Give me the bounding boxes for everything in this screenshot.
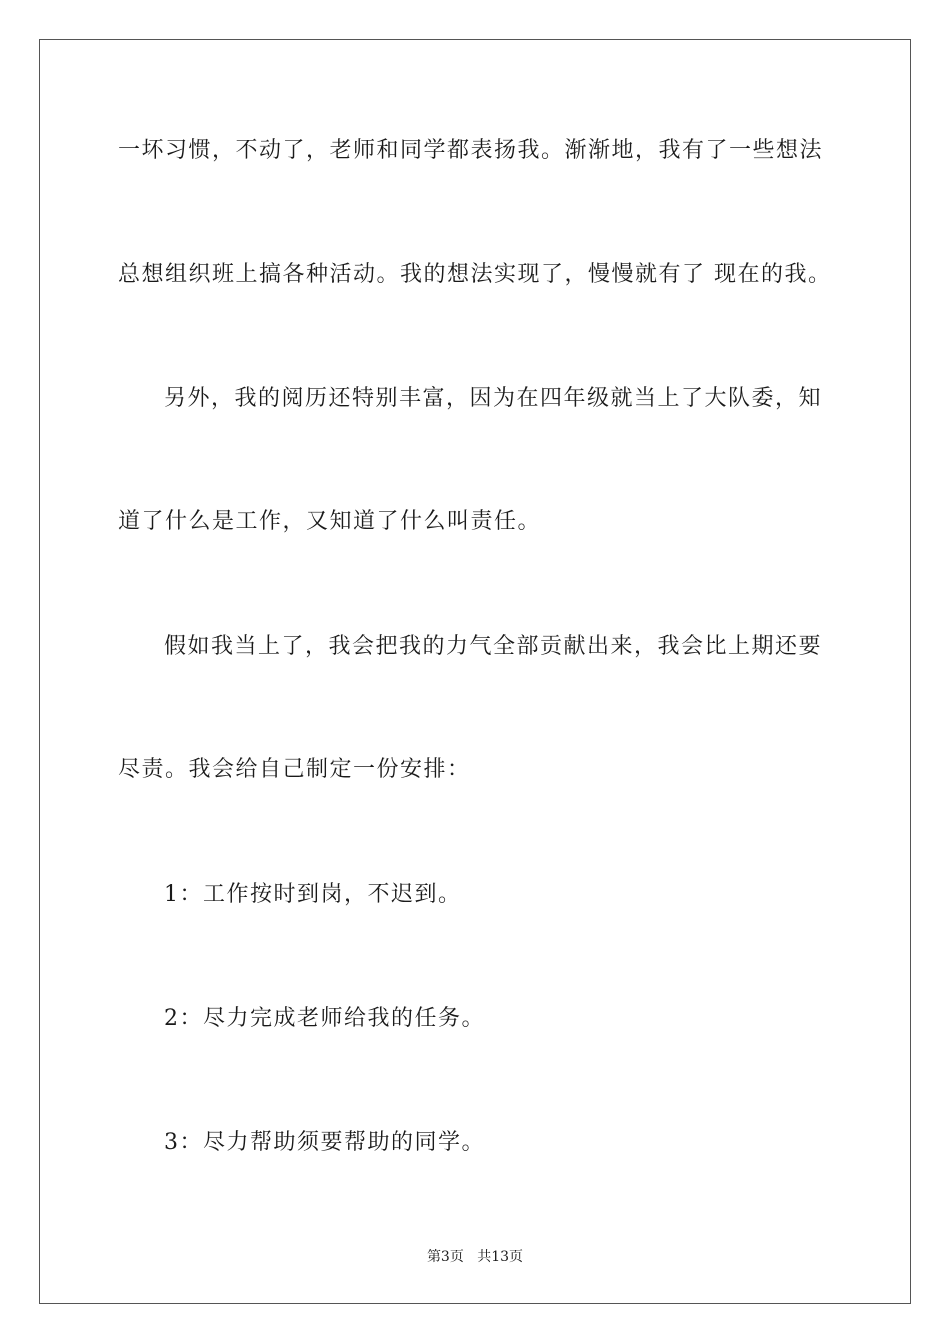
page-footer [0,1248,950,1266]
page-border [39,39,911,1304]
body-text-line: 一坏习惯，不动了，老师和同学都表扬我。渐渐地，我有了一些想法 [118,138,824,163]
list-item: 3：尽力帮助须要帮助的同学。 [164,1130,485,1155]
body-text-line: 道了什么是工作，又知道了什么叫责任。 [118,509,542,534]
body-text-line: 尽责。我会给自己制定一份安排： [118,757,471,782]
list-item: 1：工作按时到岗，不迟到。 [164,882,462,907]
paragraph-line: 另外，我的阅历还特别丰富，因为在四年级就当上了大队委，知 [164,386,823,411]
page-number: 第3页 [426,1249,464,1265]
list-item: 2：尽力完成老师给我的任务。 [164,1006,485,1031]
body-text-line: 总想组织班上搞各种活动。我的想法实现了，慢慢就有了 现在的我。 [118,262,832,287]
page-total: 共13页 [477,1249,524,1265]
paragraph-line: 假如我当上了，我会把我的力气全部贡献出来，我会比上期还要 [164,634,823,659]
